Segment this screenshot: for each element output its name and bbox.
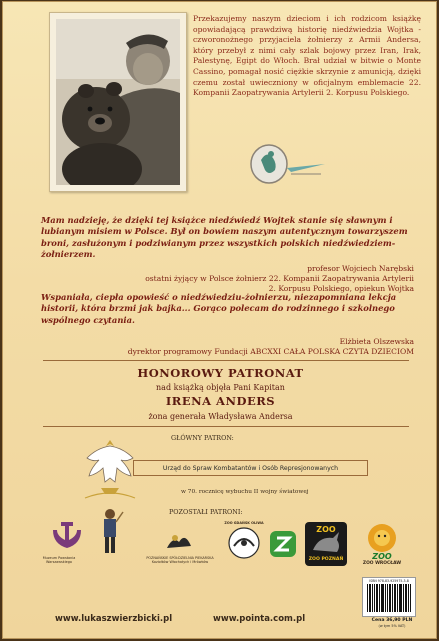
attribution-name: Elżbieta Olszewska xyxy=(339,337,414,346)
patron-name: IRENA ANDERS xyxy=(165,394,276,408)
soldier-figure-icon xyxy=(95,508,125,558)
main-patron-box: Urząd do Spraw Kombatantów i Osób Represjonowanych xyxy=(133,460,368,476)
coop-caption: POZNAŃSKIE SPÓŁDZIELNIA PIEKARSKA Koziołków Włochatych i Mrówków xyxy=(146,556,214,564)
zoo-wroclaw-caption: ZOO WROCŁAW xyxy=(362,561,402,566)
zoo-gdansk-logo xyxy=(225,526,263,560)
photo-soldier-with-bear xyxy=(49,12,187,192)
museum-caption: Muzeum Powstania Warszawskiego xyxy=(42,556,76,564)
patronage-title: HONOROWY PATRONAT xyxy=(137,366,304,380)
zoo-poznan-caption: ZOO POZNAŃ xyxy=(308,557,344,562)
soldier-bear-photo-image xyxy=(56,19,180,185)
patronage-subtitle: nad książką objęła Pani Kapitan xyxy=(156,383,285,392)
polish-eagle-emblem-icon xyxy=(81,432,139,502)
isbn-text: ISBN 978-83-925975-3-8 xyxy=(369,579,409,583)
svg-text:ZOO: ZOO xyxy=(316,525,336,534)
barcode xyxy=(362,577,416,617)
attribution-role: dyrektor programowy Fundacji ABCXXI CAŁA POLSKA CZYTA DZIECIOM xyxy=(127,347,414,356)
animal-figures-icon xyxy=(163,528,193,554)
divider xyxy=(43,360,409,361)
coop-logo xyxy=(163,528,193,554)
patron-description: żona generała Władysława Andersa xyxy=(148,412,293,421)
quote-narebski: Mam nadzieję, że dzięki tej książce niedźwiedź Wojtek stanie się sławnym i lubianym misiem w Polsce. Był on bowiem naszym autentycznym towarzyszem broni, zasłużonym i podziwianym przez wszystkich polskich niedźwiedziem-żołnierzem. xyxy=(41,215,408,260)
anniversary-text: w 70. rocznicę wybuchu II wojny światowej xyxy=(181,489,309,495)
other-patrons-label: POZOSTAŁI PATRONI: xyxy=(169,508,243,516)
lion-icon xyxy=(359,522,405,562)
vat-text: (w tym 5% VAT) xyxy=(378,624,406,628)
attribution-name: profesor Wojciech Narębski xyxy=(307,264,414,273)
green-z-logo xyxy=(269,530,297,558)
attribution-olszewska xyxy=(34,337,414,357)
attribution-role: ostatni żyjący w Polsce żołnierz 22. Kompanii Zaopatrywania Artylerii xyxy=(145,274,414,283)
attribution-role: 2. Korpusu Polskiego, opiekun Wojtka xyxy=(268,284,414,293)
zoo-gdansk-caption: ZOO GDAŃSK OLIWA xyxy=(224,521,264,525)
barcode-icon xyxy=(363,578,415,616)
bear-emblem-icon xyxy=(239,134,329,194)
author-website: www.lukaszwierzbicki.pl xyxy=(55,614,173,624)
publisher-website: www.pointa.com.pl xyxy=(213,614,306,624)
intro-paragraph: Przekazujemy naszym dzieciom i ich rodzicom książkę opowiadającą prawdziwą historię niedźwiedzia Wojtka - czworonożnego przyjaciela żołnierzy z Armii Andersa, który przebył z nimi cały szlak bojowy przez Iran, Irak, Palestynę, Egipt do Włoch. Brał udział w bitwie o Monte Cassino, pomagał nosić ciężkie skrzynie z amunicją, dzięki czemu został uwieczniony w oficjalnym emblemacie 22. Kompanii Zaopatrywania Artylerii 2. Korpusu Polskiego. xyxy=(193,14,421,98)
zoo-gdansk-icon xyxy=(225,526,263,560)
divider xyxy=(43,426,409,427)
green-z-icon xyxy=(269,530,297,558)
quote-olszewska: Wspaniała, ciepła opowieść o niedźwiedziu-żołnierzu, niezapomniana lekcja historii, która brzmi jak bajka... Gorąco polecam do rodzinnego i szkolnego wspólnego czytania. xyxy=(41,292,397,325)
museum-logo xyxy=(47,518,87,556)
anchor-icon xyxy=(47,518,87,556)
book-back-cover xyxy=(2,1,437,639)
main-patron-label: GŁÓWNY PATRON: xyxy=(171,434,234,442)
svg-text:ZOO: ZOO xyxy=(372,552,392,561)
zoo-wroclaw-logo xyxy=(359,522,405,562)
historical-figure-logo xyxy=(95,508,125,558)
attribution-narebski xyxy=(84,264,414,294)
price-text: Cena 36,90 PLN xyxy=(371,618,413,623)
